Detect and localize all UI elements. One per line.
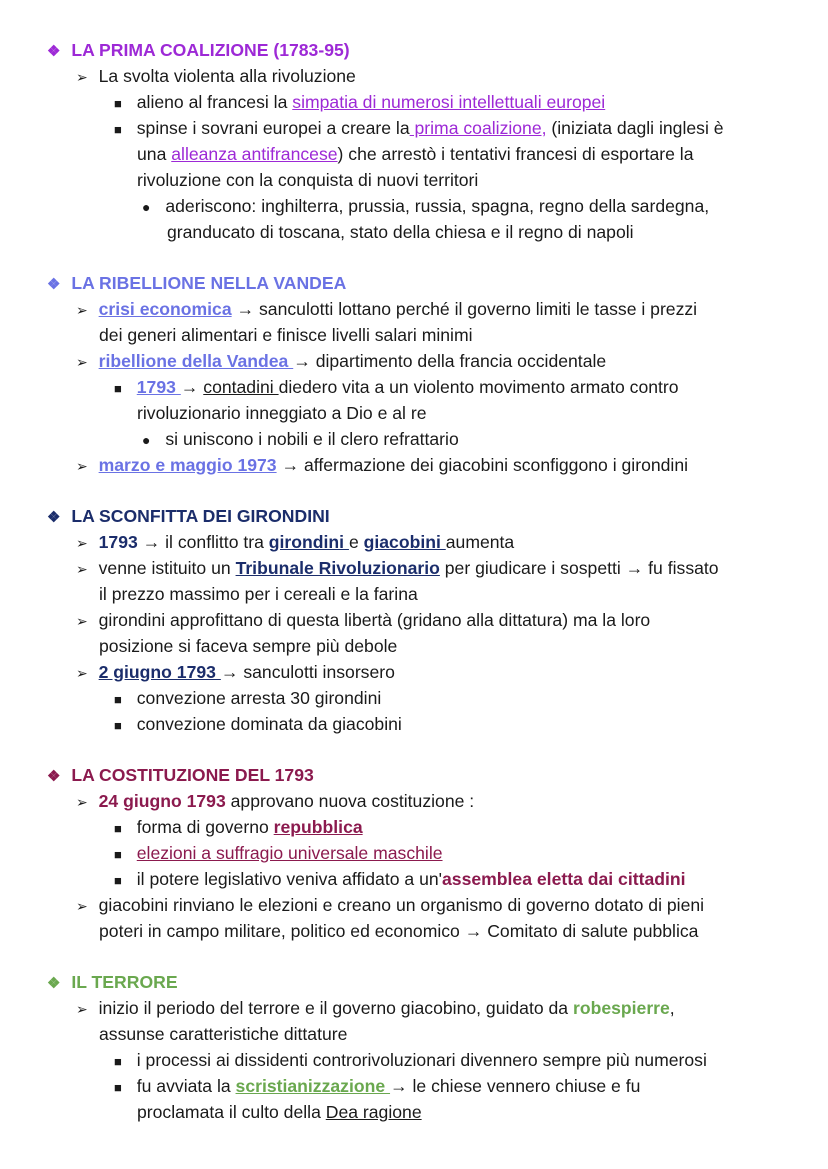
square-bullet-icon: ■ [114, 873, 122, 888]
square-item [114, 374, 679, 402]
continuation-line [137, 1099, 422, 1125]
dot-item [142, 193, 709, 220]
item-text: → dipartimento della francia occidentale [293, 351, 607, 371]
item-text: La svolta violenta alla rivoluzione [98, 66, 356, 86]
continuation-line [99, 633, 397, 659]
arrow-item [76, 659, 395, 686]
arrow-bullet-icon: ➢ [76, 1001, 88, 1017]
arrow-bullet-icon: ➢ [76, 535, 88, 551]
key-scristianizzazione: scristianizzazione [235, 1076, 391, 1096]
item-text: posizione si faceva sempre più debole [99, 636, 398, 656]
key-robespierre: robespierre [572, 998, 670, 1018]
item-text: assunse caratteristiche dittature [99, 1024, 348, 1044]
item-text: e [348, 532, 364, 552]
square-item [114, 840, 443, 868]
key-24-giugno-1793: 24 giugno 1793 [98, 791, 226, 811]
square-bullet-icon: ■ [114, 1080, 122, 1095]
arrow-item [76, 555, 719, 582]
arrow-bullet-icon: ➢ [76, 794, 88, 810]
item-text: il potere legislativo veniva affidato a un' [136, 869, 443, 889]
section-title-text: IL TERRORE [71, 972, 178, 992]
section-title-ribellione-vandea [47, 270, 346, 298]
square-item [114, 685, 381, 713]
link-simpatia-intellettuali[interactable]: simpatia di numerosi intellettuali europei [292, 92, 606, 112]
section-title-terrore [47, 969, 178, 997]
underlined-contadini: contadini [203, 377, 279, 397]
square-item [114, 1073, 640, 1101]
section-marker-icon: ❖ [47, 276, 61, 293]
continuation-line [137, 167, 478, 193]
item-text: venne istituito un [98, 558, 236, 578]
arrow-item [76, 296, 697, 323]
link-alleanza-antifrancese[interactable]: alleanza antifrancese [171, 144, 338, 164]
key-giacobini: giacobini [363, 532, 446, 552]
item-text: dei generi alimentari e finisce livelli salari minimi [99, 325, 473, 345]
continuation-line [99, 322, 473, 348]
continuation-line [137, 400, 427, 426]
arrow-bullet-icon: ➢ [76, 302, 88, 318]
item-text: fu avviata la [136, 1076, 236, 1096]
key-assemblea-eletta: assemblea eletta dai cittadini [442, 869, 686, 889]
dot-bullet-icon: ● [142, 432, 151, 448]
item-text: inizio il periodo del terrore e il governo giacobino, guidato da [98, 998, 573, 1018]
section-marker-icon: ❖ [47, 43, 61, 60]
item-text: convezione arresta 30 girondini [136, 688, 382, 708]
item-text: → sanculotti insorsero [220, 662, 395, 682]
continuation-line [99, 581, 418, 607]
link-prima-coalizione[interactable]: prima coalizione, [409, 118, 547, 138]
arrow-bullet-icon: ➢ [76, 898, 88, 914]
arrow-item [76, 995, 675, 1022]
arrow-bullet-icon: ➢ [76, 354, 88, 370]
item-text: convezione dominata da giacobini [136, 714, 402, 734]
key-repubblica: repubblica [273, 817, 363, 837]
continuation-line [99, 1021, 347, 1047]
section-title-text: LA COSTITUZIONE DEL 1793 [71, 765, 314, 785]
dot-bullet-icon: ● [142, 199, 151, 215]
item-text: proclamata il culto della [137, 1102, 326, 1122]
arrow-item [76, 788, 474, 815]
key-crisi-economica: crisi economica [98, 299, 232, 319]
item-text: forma di governo [136, 817, 274, 837]
square-item [114, 814, 363, 842]
arrow-bullet-icon: ➢ [76, 665, 88, 681]
arrow-bullet-icon: ➢ [76, 613, 88, 629]
key-ribellione-vandea: ribellione della Vandea [98, 351, 294, 371]
square-bullet-icon: ■ [114, 847, 122, 862]
dot-item [142, 426, 459, 453]
item-text: una [137, 144, 172, 164]
arrow-item [76, 452, 688, 479]
square-bullet-icon: ■ [114, 718, 122, 733]
square-item [114, 711, 402, 739]
item-text: → le chiese vennero chiuse e fu [390, 1076, 641, 1096]
key-girondini: girondini [268, 532, 349, 552]
key-1793: 1793 [136, 377, 181, 397]
item-text: approvano nuova costituzione : [225, 791, 475, 811]
item-text: per giudicare i sospetti → fu fissato [439, 558, 719, 578]
item-text: → affermazione dei giacobini sconfiggono i girondini [276, 455, 689, 475]
section-title-text: LA RIBELLIONE NELLA VANDEA [71, 273, 347, 293]
continuation-line [167, 219, 634, 245]
square-item [114, 115, 724, 143]
key-2-giugno-1793: 2 giugno 1793 [98, 662, 221, 682]
key-marzo-maggio: marzo e maggio 1973 [98, 455, 277, 475]
section-title-text: LA SCONFITTA DEI GIRONDINI [71, 506, 330, 526]
key-suffragio-universale: elezioni a suffragio universale maschile [136, 843, 443, 863]
section-marker-icon: ❖ [47, 509, 61, 526]
square-bullet-icon: ■ [114, 122, 122, 137]
underlined-dea-ragione: Dea ragione [325, 1102, 422, 1122]
continuation-line [137, 141, 693, 167]
item-text: spinse i sovrani europei a creare la [136, 118, 410, 138]
item-text: granducato di toscana, stato della chiesa e il regno di napoli [167, 222, 634, 242]
square-bullet-icon: ■ [114, 381, 122, 396]
item-text: poteri in campo militare, politico ed economico → Comitato di salute pubblica [99, 921, 699, 941]
arrow-item [76, 892, 704, 919]
arrow-item [76, 529, 514, 556]
square-bullet-icon: ■ [114, 821, 122, 836]
continuation-line [99, 918, 698, 944]
square-bullet-icon: ■ [114, 1054, 122, 1069]
item-text: → il conflitto tra [137, 532, 269, 552]
square-bullet-icon: ■ [114, 692, 122, 707]
square-item [114, 1047, 707, 1075]
section-title-text: LA PRIMA COALIZIONE (1783-95) [71, 40, 350, 60]
item-text: → [180, 377, 204, 397]
section-title-prima-coalizione [47, 37, 350, 65]
item-text: ) che arrestò i tentativi francesi di esportare la [337, 144, 694, 164]
arrow-item [76, 607, 650, 634]
item-text: (iniziata dagli inglesi è [546, 118, 724, 138]
section-title-costituzione-1793 [47, 762, 314, 790]
item-text: giacobini rinviano le elezioni e creano un organismo di governo dotato di pieni [98, 895, 705, 915]
section-title-sconfitta-girondini [47, 503, 330, 531]
item-text: rivoluzionario inneggiato a Dio e al re [137, 403, 427, 423]
square-item [114, 866, 686, 894]
item-text: aumenta [445, 532, 515, 552]
section-marker-icon: ❖ [47, 975, 61, 992]
key-1793: 1793 [98, 532, 138, 552]
arrow-item [76, 348, 606, 375]
item-text: il prezzo massimo per i cereali e la farina [99, 584, 418, 604]
item-text: , [669, 998, 675, 1018]
item-text: alieno al francesi la [136, 92, 293, 112]
square-bullet-icon: ■ [114, 96, 122, 111]
square-item [114, 89, 605, 117]
arrow-bullet-icon: ➢ [76, 561, 88, 577]
item-text: aderiscono: inghilterra, prussia, russia, spagna, regno della sardegna, [165, 196, 710, 216]
item-text: rivoluzione con la conquista di nuovi territori [137, 170, 479, 190]
section-marker-icon: ❖ [47, 768, 61, 785]
key-tribunale-rivoluzionario: Tribunale Rivoluzionario [235, 558, 440, 578]
arrow-item [76, 63, 356, 90]
item-text: → sanculotti lottano perché il governo limiti le tasse i prezzi [231, 299, 698, 319]
item-text: i processi ai dissidenti controrivoluzionari divennero sempre più numerosi [136, 1050, 707, 1070]
item-text: diedero vita a un violento movimento armato contro [278, 377, 679, 397]
arrow-bullet-icon: ➢ [76, 69, 88, 85]
item-text: si uniscono i nobili e il clero refrattario [165, 429, 459, 449]
arrow-bullet-icon: ➢ [76, 458, 88, 474]
item-text: girondini approfittano di questa libertà (gridano alla dittatura) ma la loro [98, 610, 651, 630]
